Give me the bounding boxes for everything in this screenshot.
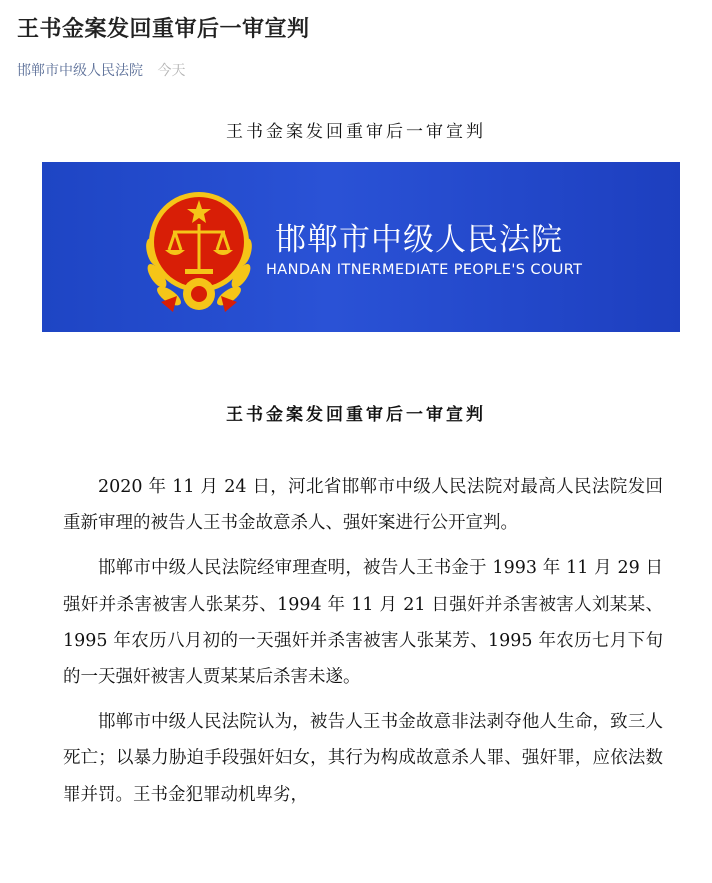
article-title: 王书金案发回重审后一审宣判 bbox=[17, 17, 310, 42]
article-body bbox=[63, 469, 663, 822]
article-meta bbox=[17, 60, 185, 80]
court-name-en: HANDAN ITNERMEDIATE PEOPLE'S COURT bbox=[266, 262, 583, 278]
court-emblem-icon bbox=[139, 172, 259, 322]
court-name-cn: 邯郸市中级人民法院 bbox=[275, 222, 563, 258]
content-heading-main: 王书金案发回重审后一审宣判 bbox=[226, 405, 486, 425]
paragraph: 邯郸市中级人民法院经审理查明，被告人王书金于 1993 年 11 月 29 日强奸并杀害被害人张某芬、1994 年 11 月 21 日强奸并杀害被害人刘某某、1995 年农历八月初的一天强奸并杀害被害人张某芳、1995 年农历七月下旬的一天强奸被害人贾某某后杀害未遂。 bbox=[63, 558, 663, 688]
author-link[interactable]: 邯郸市中级人民法院 bbox=[17, 63, 143, 79]
publish-date: 今天 bbox=[157, 63, 186, 79]
content-heading-top: 王书金案发回重审后一审宣判 bbox=[226, 122, 486, 142]
court-banner bbox=[42, 162, 680, 332]
paragraph: 邯郸市中级人民法院认为，被告人王书金故意非法剥夺他人生命，致三人死亡；以暴力胁迫手段强奸妇女，其行为构成故意杀人罪、强奸罪，应依法数罪并罚。王书金犯罪动机卑劣， bbox=[63, 712, 663, 805]
paragraph: 2020 年 11 月 24 日，河北省邯郸市中级人民法院对最高人民法院发回重新审理的被告人王书金故意杀人、强奸案进行公开宣判。 bbox=[63, 477, 663, 534]
